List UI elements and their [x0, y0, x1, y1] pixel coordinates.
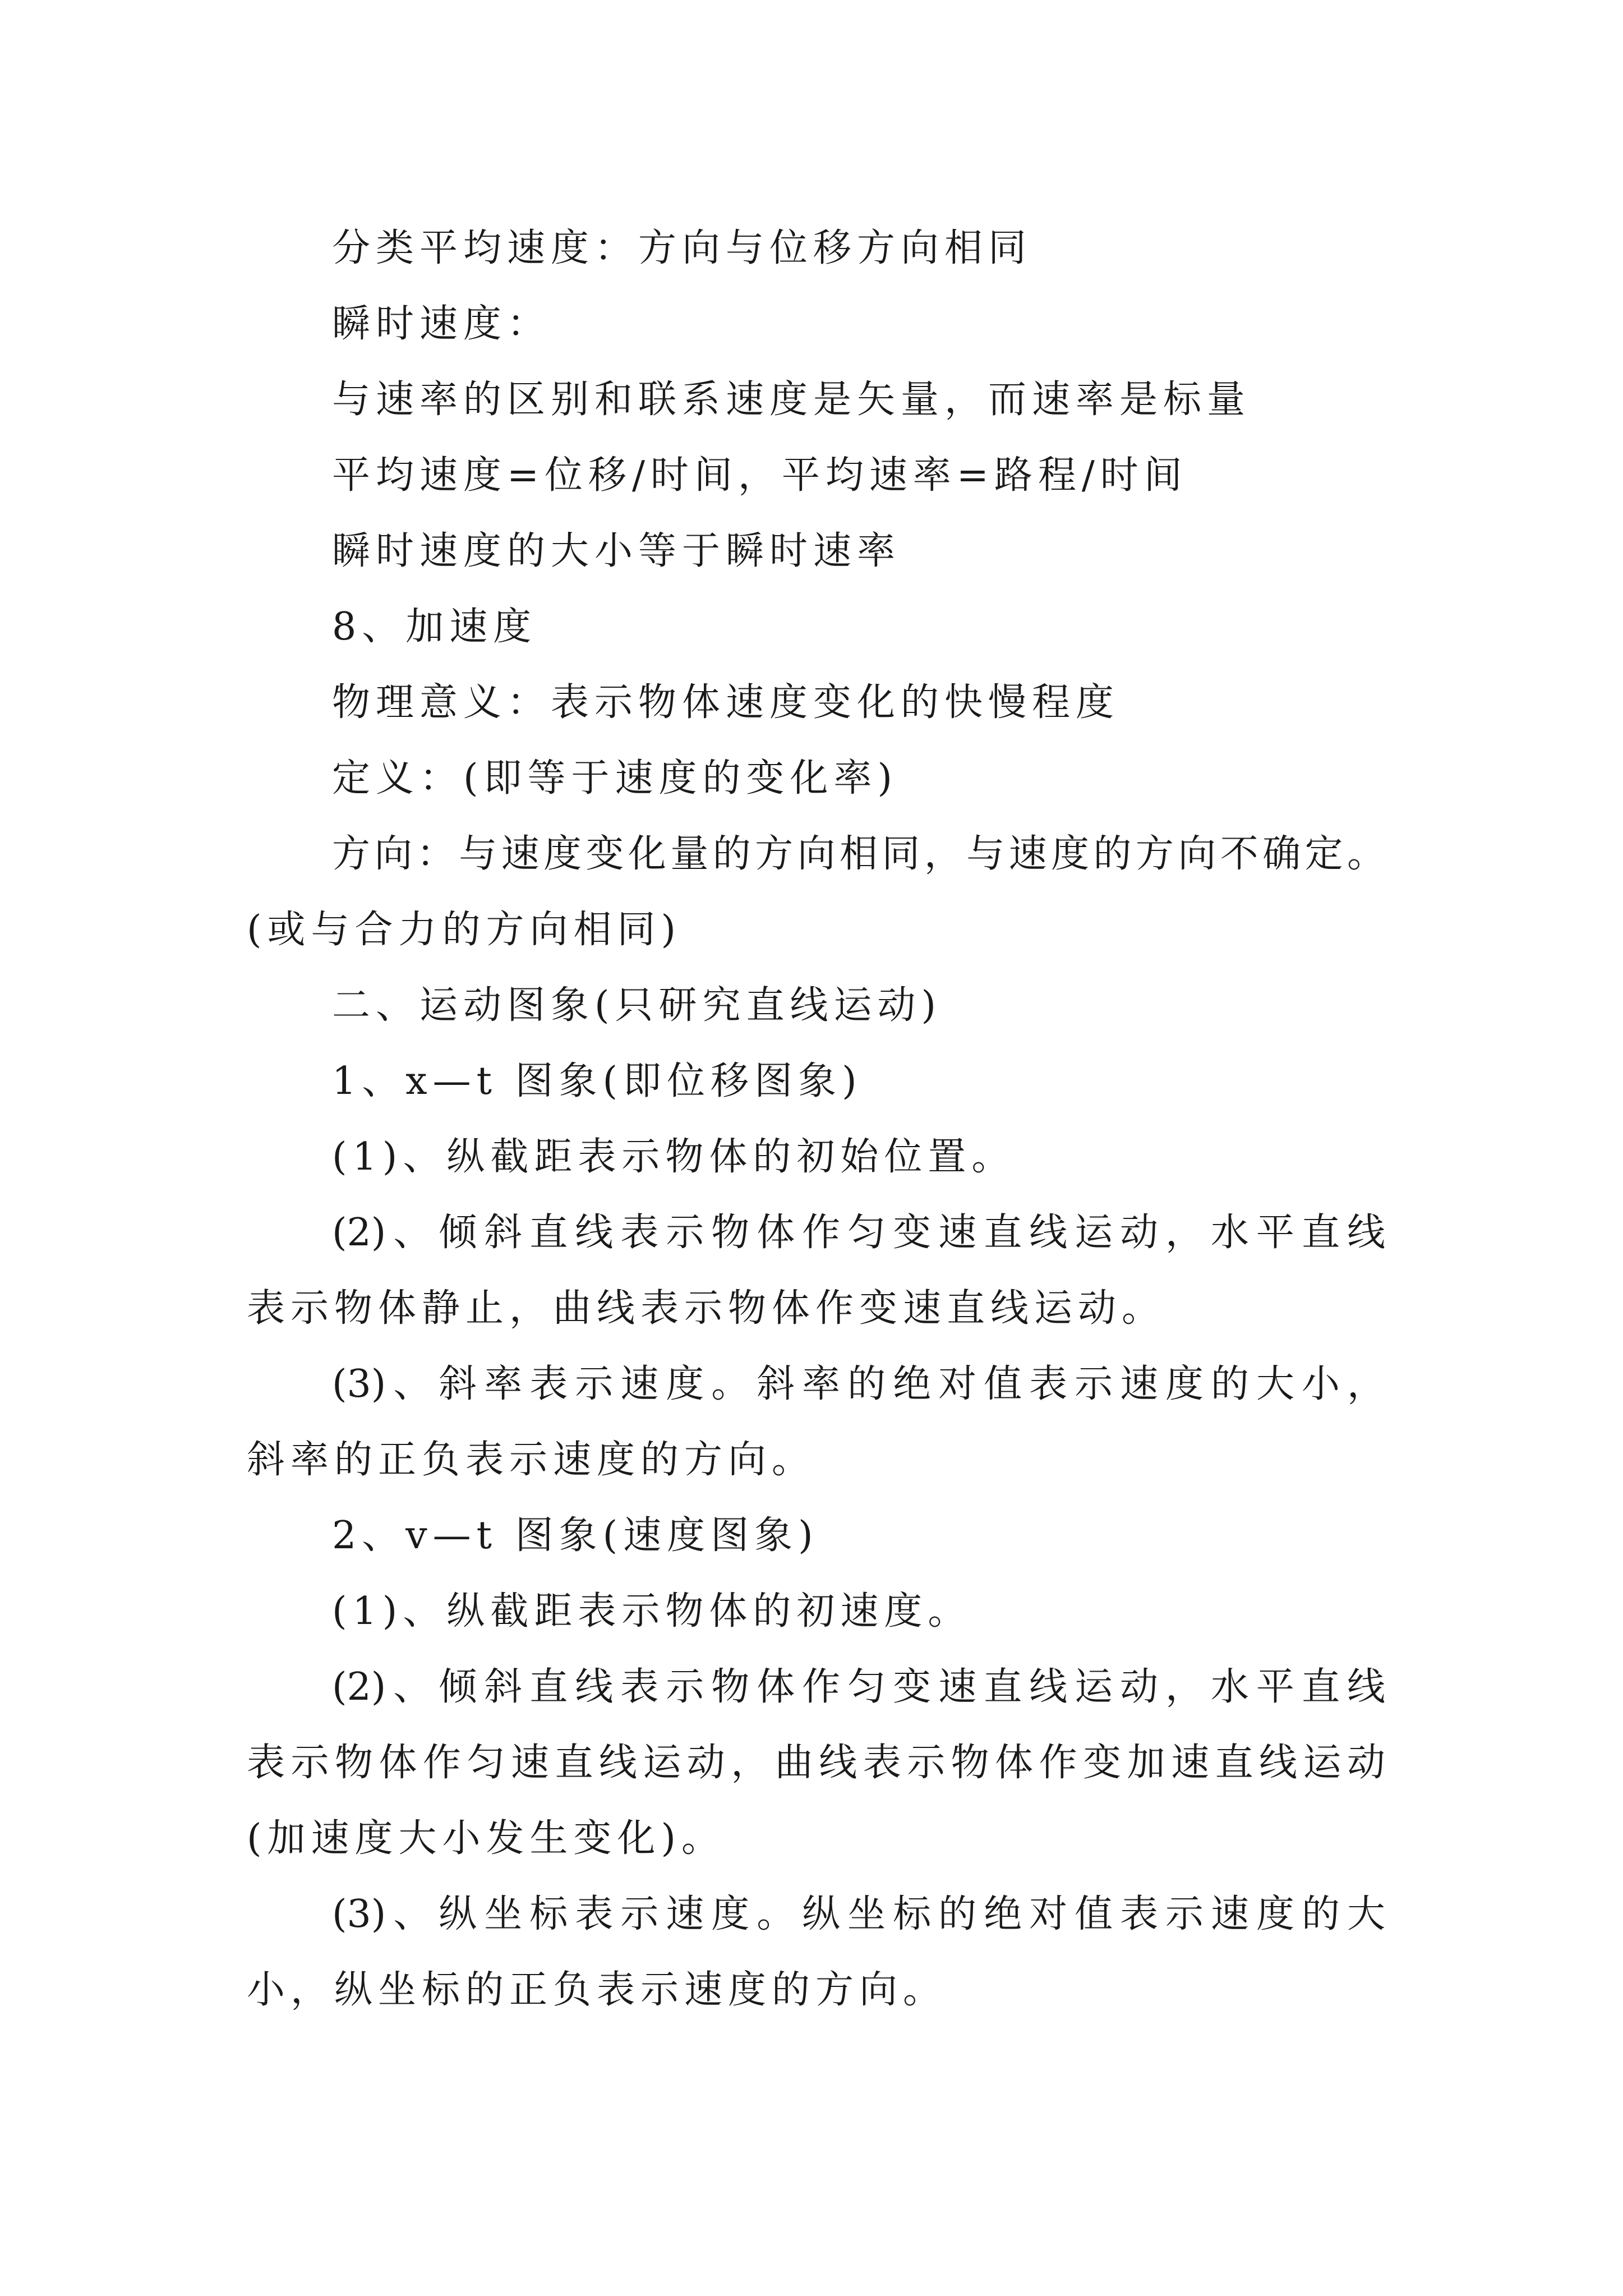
text-line: 表示物体静止，曲线表示物体作变速直线运动。	[247, 1286, 1166, 1331]
text-line: (2)、倾斜直线表示物体作匀变速直线运动，水平直线	[332, 1211, 1385, 1255]
text-line: 定义：(即等于速度的变化率)	[332, 756, 898, 800]
section-heading: 8、加速度	[332, 605, 537, 649]
text-line: 瞬时速度：	[332, 302, 551, 346]
text-line: 小，纵坐标的正负表示速度的方向。	[247, 1968, 947, 2012]
subsection-heading: 2、v—t 图象(速度图象)	[332, 1513, 819, 1558]
text-line: 瞬时速度的大小等于瞬时速率	[332, 529, 901, 573]
text-line: (3)、纵坐标表示速度。纵坐标的绝对值表示速度的大	[332, 1892, 1385, 1936]
text-line: 物理意义：表示物体速度变化的快慢程度	[332, 680, 1120, 725]
document-body	[247, 210, 1385, 2028]
text-line: (1)、纵截距表示物体的初始位置。	[332, 1135, 1016, 1179]
section-heading: 二、运动图象(只研究直线运动)	[332, 983, 942, 1028]
text-line: 与速率的区别和联系速度是矢量，而速率是标量	[332, 378, 1251, 422]
text-line: (3)、斜率表示速度。斜率的绝对值表示速度的大小，	[332, 1362, 1385, 1406]
text-line: 平均速度=位移/时间，平均速率=路程/时间	[332, 453, 1188, 498]
text-line: 表示物体作匀速直线运动，曲线表示物体作变加速直线运动	[247, 1741, 1385, 1785]
text-line: 分类平均速度：方向与位移方向相同	[332, 226, 1032, 270]
text-line: 方向：与速度变化量的方向相同，与速度的方向不确定。	[332, 832, 1385, 876]
subsection-heading: 1、x—t 图象(即位移图象)	[332, 1059, 863, 1103]
text-line: 斜率的正负表示速度的方向。	[247, 1438, 816, 1482]
text-line: (2)、倾斜直线表示物体作匀变速直线运动，水平直线	[332, 1665, 1385, 1709]
text-line: (1)、纵截距表示物体的初速度。	[332, 1589, 972, 1634]
text-line: (或与合力的方向相同)	[247, 908, 682, 952]
text-line: (加速度大小发生变化)。	[247, 1816, 726, 1861]
